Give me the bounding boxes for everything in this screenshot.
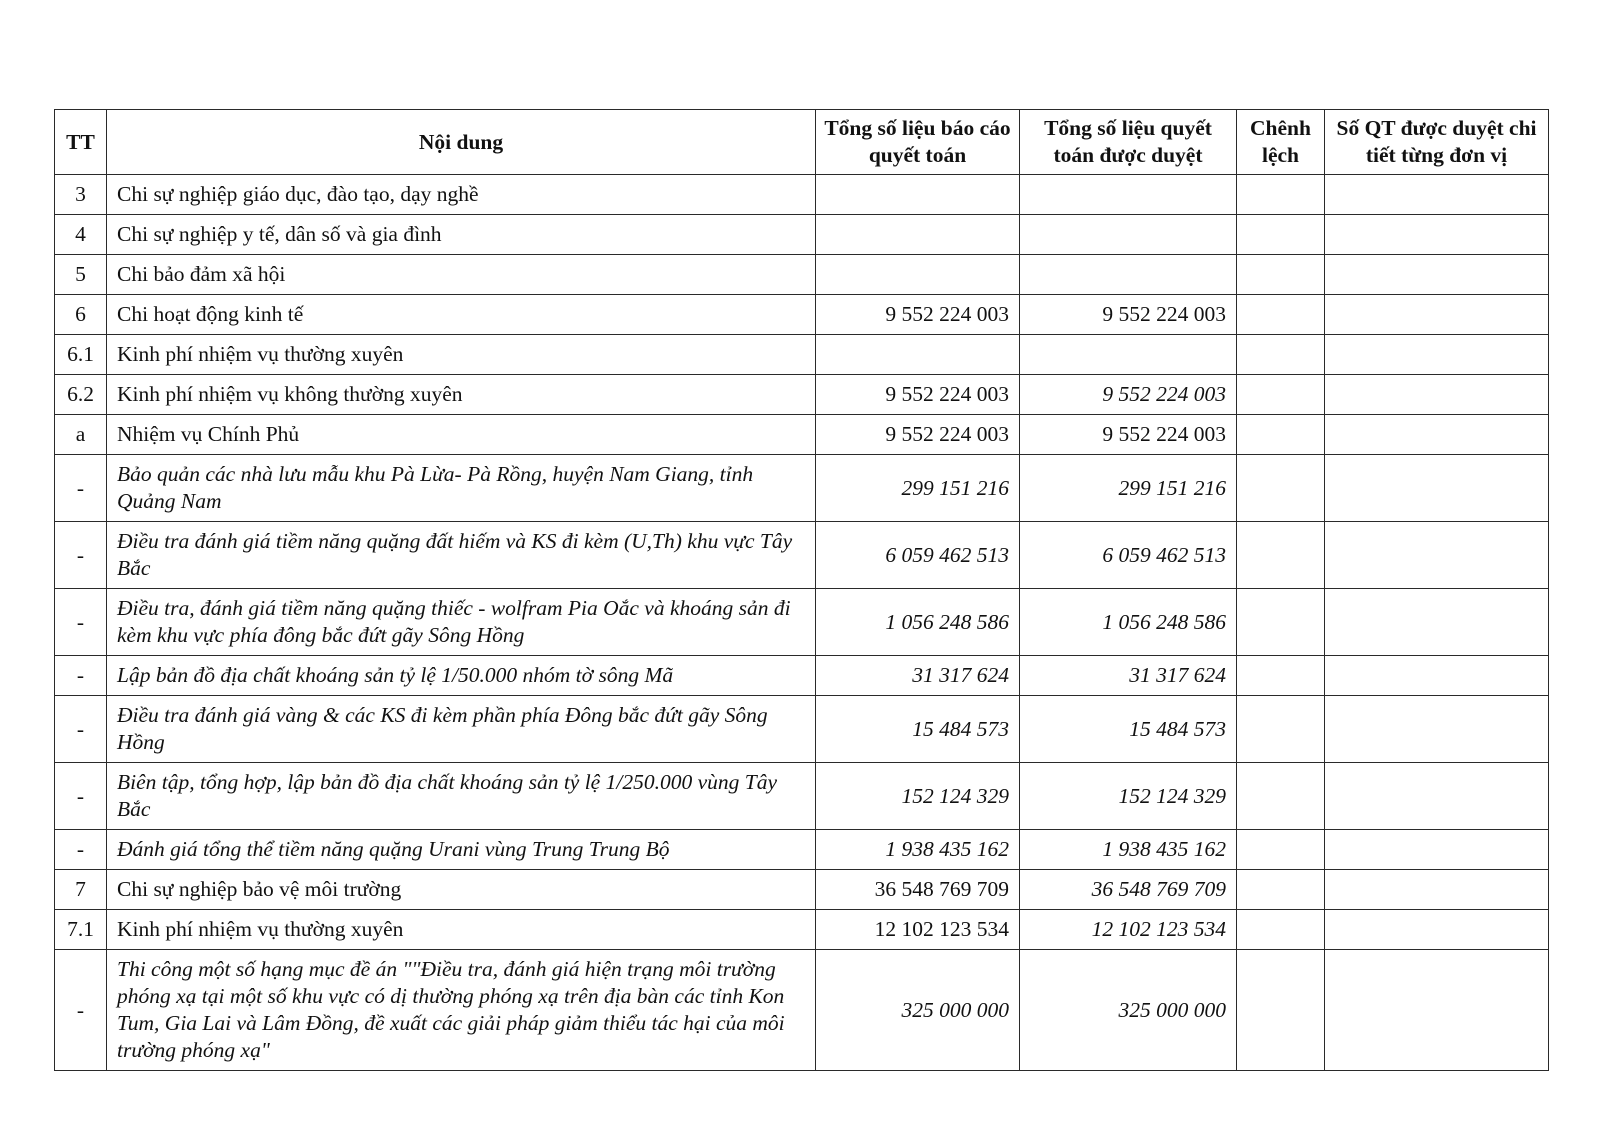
row-reported: 12 102 123 534 <box>816 910 1020 950</box>
header-unit-detail: Số QT được duyệt chi tiết từng đơn vị <box>1325 110 1549 175</box>
table-row <box>55 215 1549 255</box>
table-row <box>55 255 1549 295</box>
header-approved-total: Tổng số liệu quyết toán được duyệt <box>1020 110 1237 175</box>
row-difference <box>1237 255 1325 295</box>
table-row <box>55 455 1549 522</box>
row-difference <box>1237 455 1325 522</box>
header-tt: TT <box>55 110 107 175</box>
row-content: Điều tra đánh giá tiềm năng quặng đất hiếm và KS đi kèm (U,Th) khu vực Tây Bắc <box>107 522 816 589</box>
row-unit-detail <box>1325 830 1549 870</box>
row-unit-detail <box>1325 215 1549 255</box>
row-difference <box>1237 295 1325 335</box>
row-reported <box>816 335 1020 375</box>
row-tt: - <box>55 522 107 589</box>
header-reported-total: Tổng số liệu báo cáo quyết toán <box>816 110 1020 175</box>
row-approved: 1 938 435 162 <box>1020 830 1237 870</box>
row-unit-detail <box>1325 522 1549 589</box>
row-difference <box>1237 950 1325 1071</box>
row-reported <box>816 255 1020 295</box>
row-content: Điều tra, đánh giá tiềm năng quặng thiếc - wolfram Pia Oắc và khoáng sản đi kèm khu vực phía đông bắc đứt gãy Sông Hồng <box>107 589 816 656</box>
row-unit-detail <box>1325 335 1549 375</box>
row-unit-detail <box>1325 415 1549 455</box>
row-approved: 9 552 224 003 <box>1020 375 1237 415</box>
row-unit-detail <box>1325 455 1549 522</box>
row-content: Chi bảo đảm xã hội <box>107 255 816 295</box>
row-tt: 7 <box>55 870 107 910</box>
row-difference <box>1237 415 1325 455</box>
row-reported: 152 124 329 <box>816 763 1020 830</box>
row-unit-detail <box>1325 656 1549 696</box>
row-reported: 325 000 000 <box>816 950 1020 1071</box>
table-row <box>55 656 1549 696</box>
row-unit-detail <box>1325 255 1549 295</box>
row-difference <box>1237 375 1325 415</box>
row-content: Chi sự nghiệp giáo dục, đào tạo, dạy nghề <box>107 175 816 215</box>
row-content: Lập bản đồ địa chất khoáng sản tỷ lệ 1/50.000 nhóm tờ sông Mã <box>107 656 816 696</box>
header-difference: Chênh lệch <box>1237 110 1325 175</box>
row-content: Chi sự nghiệp y tế, dân số và gia đình <box>107 215 816 255</box>
row-tt: - <box>55 950 107 1071</box>
row-reported: 15 484 573 <box>816 696 1020 763</box>
table-row <box>55 175 1549 215</box>
row-difference <box>1237 335 1325 375</box>
row-approved: 9 552 224 003 <box>1020 295 1237 335</box>
row-tt: - <box>55 455 107 522</box>
table-row <box>55 415 1549 455</box>
row-unit-detail <box>1325 175 1549 215</box>
row-content: Chi hoạt động kinh tế <box>107 295 816 335</box>
row-reported <box>816 215 1020 255</box>
row-content: Bảo quản các nhà lưu mẫu khu Pà Lừa- Pà Rồng, huyện Nam Giang, tỉnh Quảng Nam <box>107 455 816 522</box>
row-tt: 3 <box>55 175 107 215</box>
table-row <box>55 696 1549 763</box>
row-unit-detail <box>1325 696 1549 763</box>
table-row <box>55 950 1549 1071</box>
table-row <box>55 295 1549 335</box>
row-approved <box>1020 255 1237 295</box>
row-approved: 36 548 769 709 <box>1020 870 1237 910</box>
row-content: Kinh phí nhiệm vụ thường xuyên <box>107 910 816 950</box>
row-tt: 6.1 <box>55 335 107 375</box>
row-unit-detail <box>1325 375 1549 415</box>
row-difference <box>1237 696 1325 763</box>
row-difference <box>1237 870 1325 910</box>
row-unit-detail <box>1325 950 1549 1071</box>
table-row <box>55 910 1549 950</box>
row-unit-detail <box>1325 295 1549 335</box>
row-unit-detail <box>1325 870 1549 910</box>
row-approved <box>1020 215 1237 255</box>
table-row <box>55 589 1549 656</box>
row-unit-detail <box>1325 589 1549 656</box>
header-content: Nội dung <box>107 110 816 175</box>
budget-settlement-table <box>54 109 1549 1071</box>
row-reported: 299 151 216 <box>816 455 1020 522</box>
row-approved <box>1020 175 1237 215</box>
row-content: Chi sự nghiệp bảo vệ môi trường <box>107 870 816 910</box>
row-approved <box>1020 335 1237 375</box>
row-tt: - <box>55 696 107 763</box>
table-row <box>55 335 1549 375</box>
row-content: Kinh phí nhiệm vụ không thường xuyên <box>107 375 816 415</box>
row-approved: 12 102 123 534 <box>1020 910 1237 950</box>
table-row <box>55 375 1549 415</box>
table-row <box>55 763 1549 830</box>
row-tt: 7.1 <box>55 910 107 950</box>
row-difference <box>1237 910 1325 950</box>
row-approved: 152 124 329 <box>1020 763 1237 830</box>
table-row <box>55 522 1549 589</box>
row-tt: 6.2 <box>55 375 107 415</box>
row-tt: - <box>55 589 107 656</box>
row-approved: 1 056 248 586 <box>1020 589 1237 656</box>
row-reported <box>816 175 1020 215</box>
table-row <box>55 830 1549 870</box>
row-reported: 9 552 224 003 <box>816 375 1020 415</box>
row-approved: 325 000 000 <box>1020 950 1237 1071</box>
row-tt: - <box>55 656 107 696</box>
row-difference <box>1237 215 1325 255</box>
row-difference <box>1237 763 1325 830</box>
row-tt: 5 <box>55 255 107 295</box>
row-approved: 15 484 573 <box>1020 696 1237 763</box>
row-difference <box>1237 522 1325 589</box>
row-approved: 6 059 462 513 <box>1020 522 1237 589</box>
row-reported: 1 056 248 586 <box>816 589 1020 656</box>
row-content: Đánh giá tổng thể tiềm năng quặng Urani vùng Trung Trung Bộ <box>107 830 816 870</box>
row-difference <box>1237 830 1325 870</box>
header-row <box>55 110 1549 175</box>
row-tt: - <box>55 763 107 830</box>
row-reported: 1 938 435 162 <box>816 830 1020 870</box>
table-row <box>55 870 1549 910</box>
row-approved: 31 317 624 <box>1020 656 1237 696</box>
row-unit-detail <box>1325 763 1549 830</box>
row-tt: 4 <box>55 215 107 255</box>
row-difference <box>1237 589 1325 656</box>
row-reported: 6 059 462 513 <box>816 522 1020 589</box>
row-content: Nhiệm vụ Chính Phủ <box>107 415 816 455</box>
row-approved: 299 151 216 <box>1020 455 1237 522</box>
row-tt: a <box>55 415 107 455</box>
row-difference <box>1237 656 1325 696</box>
row-reported: 31 317 624 <box>816 656 1020 696</box>
row-unit-detail <box>1325 910 1549 950</box>
row-approved: 9 552 224 003 <box>1020 415 1237 455</box>
row-content: Kinh phí nhiệm vụ thường xuyên <box>107 335 816 375</box>
row-content: Thi công một số hạng mục đề án ""Điều tra, đánh giá hiện trạng môi trường phóng xạ tại một số khu vực có dị thường phóng xạ trên địa bàn các tỉnh Kon Tum, Gia Lai và Lâm Đồng, đề xuất các giải pháp giảm thiểu tác hại của môi trường phóng xạ" <box>107 950 816 1071</box>
row-tt: 6 <box>55 295 107 335</box>
row-tt: - <box>55 830 107 870</box>
row-reported: 9 552 224 003 <box>816 295 1020 335</box>
row-content: Điều tra đánh giá vàng & các KS đi kèm phần phía Đông bắc đứt gãy Sông Hồng <box>107 696 816 763</box>
row-difference <box>1237 175 1325 215</box>
row-reported: 9 552 224 003 <box>816 415 1020 455</box>
row-content: Biên tập, tổng hợp, lập bản đồ địa chất khoáng sản tỷ lệ 1/250.000 vùng Tây Bắc <box>107 763 816 830</box>
row-reported: 36 548 769 709 <box>816 870 1020 910</box>
